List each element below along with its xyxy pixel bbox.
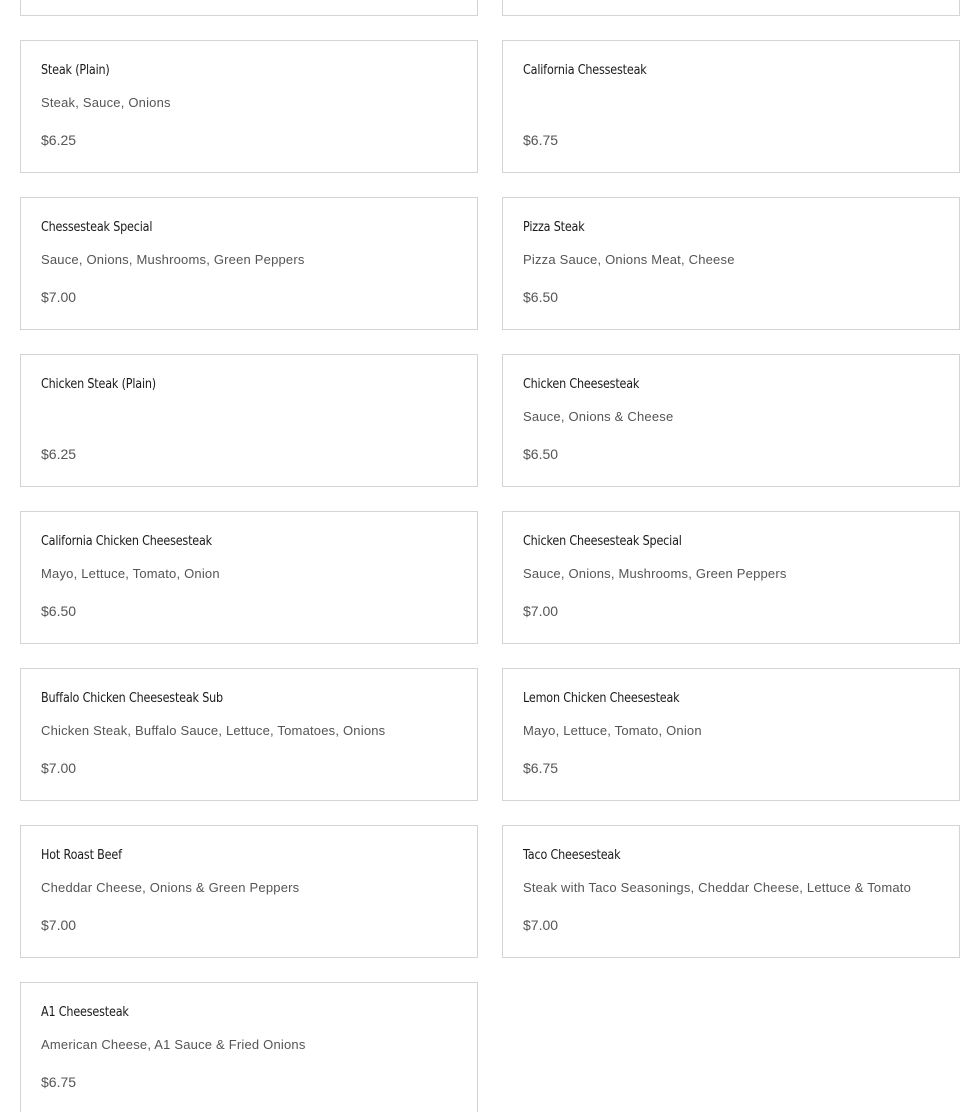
menu-item-price: $6.50: [523, 289, 559, 305]
menu-item-card[interactable]: [20, 354, 478, 487]
menu-item-card[interactable]: [20, 982, 478, 1112]
menu-item-name: Chicken Cheesesteak Special: [523, 534, 682, 549]
menu-item-description: Sauce, Onions, Mushrooms, Green Peppers: [41, 252, 305, 267]
menu-item-card[interactable]: [20, 40, 478, 173]
menu-item-name: Chessesteak Special: [41, 220, 153, 235]
menu-item-name: Hot Roast Beef: [41, 848, 122, 863]
menu-item-card[interactable]: [502, 197, 960, 330]
menu-item-name: California Chessesteak: [523, 63, 647, 78]
menu-item-price: $7.00: [523, 603, 559, 619]
menu-item-name: California Chicken Cheesesteak: [41, 534, 212, 549]
menu-item-card-partial: [502, 0, 960, 16]
menu-item-description: Steak, Sauce, Onions: [41, 95, 171, 110]
menu-item-description: Sauce, Onions & Cheese: [523, 409, 674, 424]
menu-item-name: Chicken Steak (Plain): [41, 377, 156, 392]
menu-item-price: $7.00: [41, 760, 77, 776]
menu-item-name: Buffalo Chicken Cheesesteak Sub: [41, 691, 223, 706]
menu-item-description: Steak with Taco Seasonings, Cheddar Cheese, Lettuce & Tomato: [523, 880, 912, 895]
menu-item-price: $6.75: [523, 132, 559, 148]
menu-item-description: American Cheese, A1 Sauce & Fried Onions: [41, 1037, 306, 1052]
menu-item-card[interactable]: [502, 825, 960, 958]
menu-item-name: A1 Cheesesteak: [41, 1005, 129, 1020]
menu-item-price: $6.75: [41, 1074, 77, 1090]
menu-item-card[interactable]: [20, 197, 478, 330]
menu-item-name: Steak (Plain): [41, 63, 110, 78]
menu-item-card[interactable]: [20, 511, 478, 644]
menu-item-name: Lemon Chicken Cheesesteak: [523, 691, 680, 706]
menu-item-price: $7.00: [41, 917, 77, 933]
menu-item-card[interactable]: [502, 40, 960, 173]
menu-item-price: $7.00: [523, 917, 559, 933]
menu-item-description: Mayo, Lettuce, Tomato, Onion: [523, 723, 702, 738]
menu-item-name: Chicken Cheesesteak: [523, 377, 640, 392]
menu-item-price: $6.25: [41, 446, 77, 462]
menu-item-price: $6.50: [41, 603, 77, 619]
menu-item-price: $6.25: [41, 132, 77, 148]
menu-item-card-partial: [20, 0, 478, 16]
menu-item-card[interactable]: [502, 354, 960, 487]
menu-item-name: Taco Cheesesteak: [523, 848, 621, 863]
menu-item-card[interactable]: [20, 668, 478, 801]
menu-item-card[interactable]: [20, 825, 478, 958]
menu-item-description: Cheddar Cheese, Onions & Green Peppers: [41, 880, 300, 895]
menu-item-price: $6.75: [523, 760, 559, 776]
menu-item-description: Chicken Steak, Buffalo Sauce, Lettuce, Tomatoes, Onions: [41, 723, 386, 738]
menu-item-name: Pizza Steak: [523, 220, 585, 235]
menu-item-description: Sauce, Onions, Mushrooms, Green Peppers: [523, 566, 787, 581]
menu-item-description: Pizza Sauce, Onions Meat, Cheese: [523, 252, 735, 267]
menu-item-description: Mayo, Lettuce, Tomato, Onion: [41, 566, 220, 581]
menu-item-price: $6.50: [523, 446, 559, 462]
menu-item-card[interactable]: [502, 511, 960, 644]
menu-item-price: $7.00: [41, 289, 77, 305]
menu-item-card[interactable]: [502, 668, 960, 801]
